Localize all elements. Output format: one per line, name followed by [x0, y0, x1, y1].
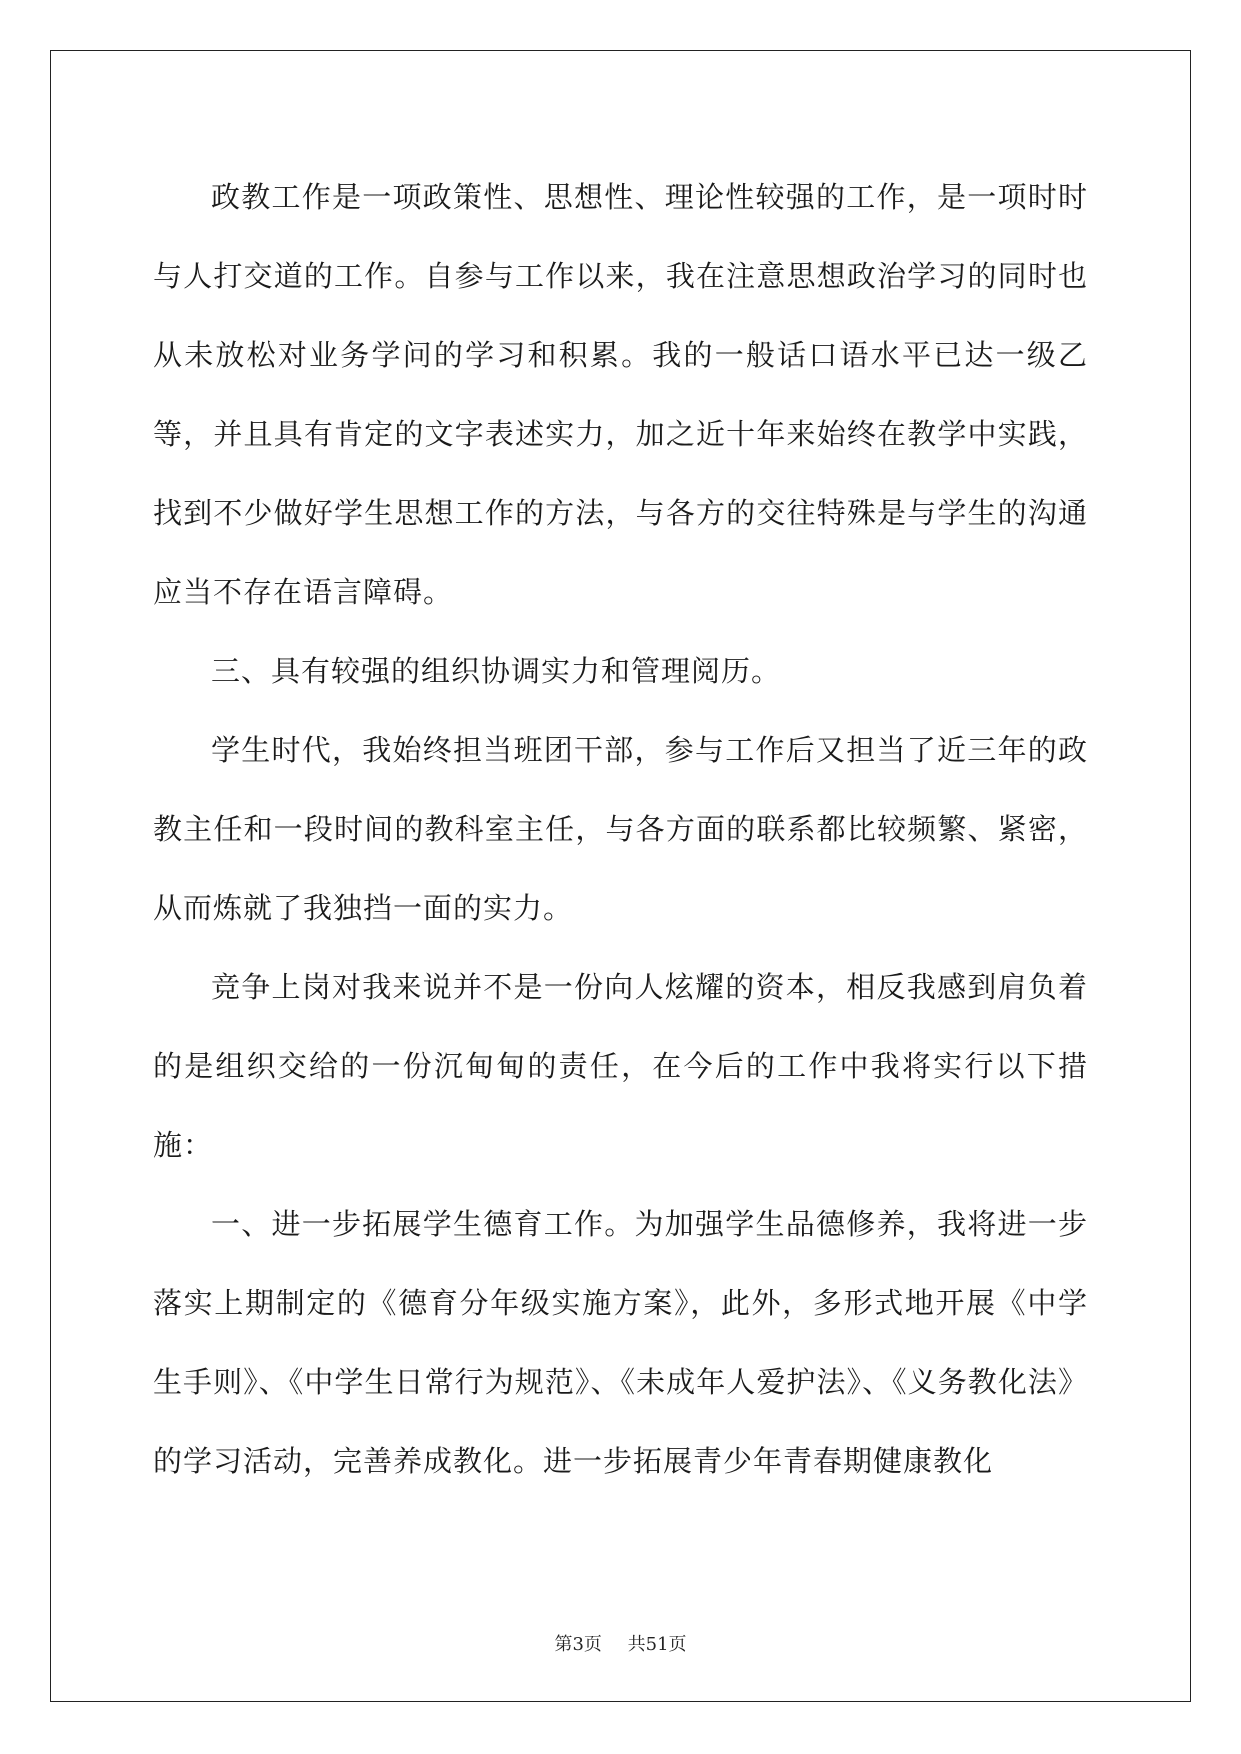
- total-pages: 共51页: [627, 1634, 687, 1655]
- paragraph: 竞争上岗对我来说并不是一份向人炫耀的资本，相反我感到肩负着的是组织交给的一份沉甸甸的责任，在今后的工作中我将实行以下措施：: [153, 970, 1088, 1162]
- paragraph: 政教工作是一项政策性、思想性、理论性较强的工作，是一项时时与人打交道的工作。自参与工作以来，我在注意思想政治学习的同时也从未放松对业务学问的学习和积累。我的一般话口语水平已达一级乙等，并且具有肯定的文字表述实力，加之近十年来始终在教学中实践，找到不少做好学生思想工作的方法，与各方的交往特殊是与学生的沟通应当不存在语言障碍。: [153, 180, 1088, 609]
- page-footer: [0, 1630, 1241, 1656]
- document-body: [153, 158, 1088, 1501]
- page-number: 第3页: [554, 1634, 602, 1655]
- paragraph: 学生时代，我始终担当班团干部，参与工作后又担当了近三年的政教主任和一段时间的教科室主任，与各方面的联系都比较频繁、紧密，从而炼就了我独挡一面的实力。: [153, 733, 1088, 925]
- paragraph: 一、进一步拓展学生德育工作。为加强学生品德修养，我将进一步落实上期制定的《德育分年级实施方案》，此外，多形式地开展《中学生手则》、《中学生日常行为规范》、《未成年人爱护法》、《义务教化法》的学习活动，完善养成教化。进一步拓展青少年青春期健康教化: [153, 1207, 1088, 1478]
- section-heading: 三、具有较强的组织协调实力和管理阅历。: [211, 654, 782, 688]
